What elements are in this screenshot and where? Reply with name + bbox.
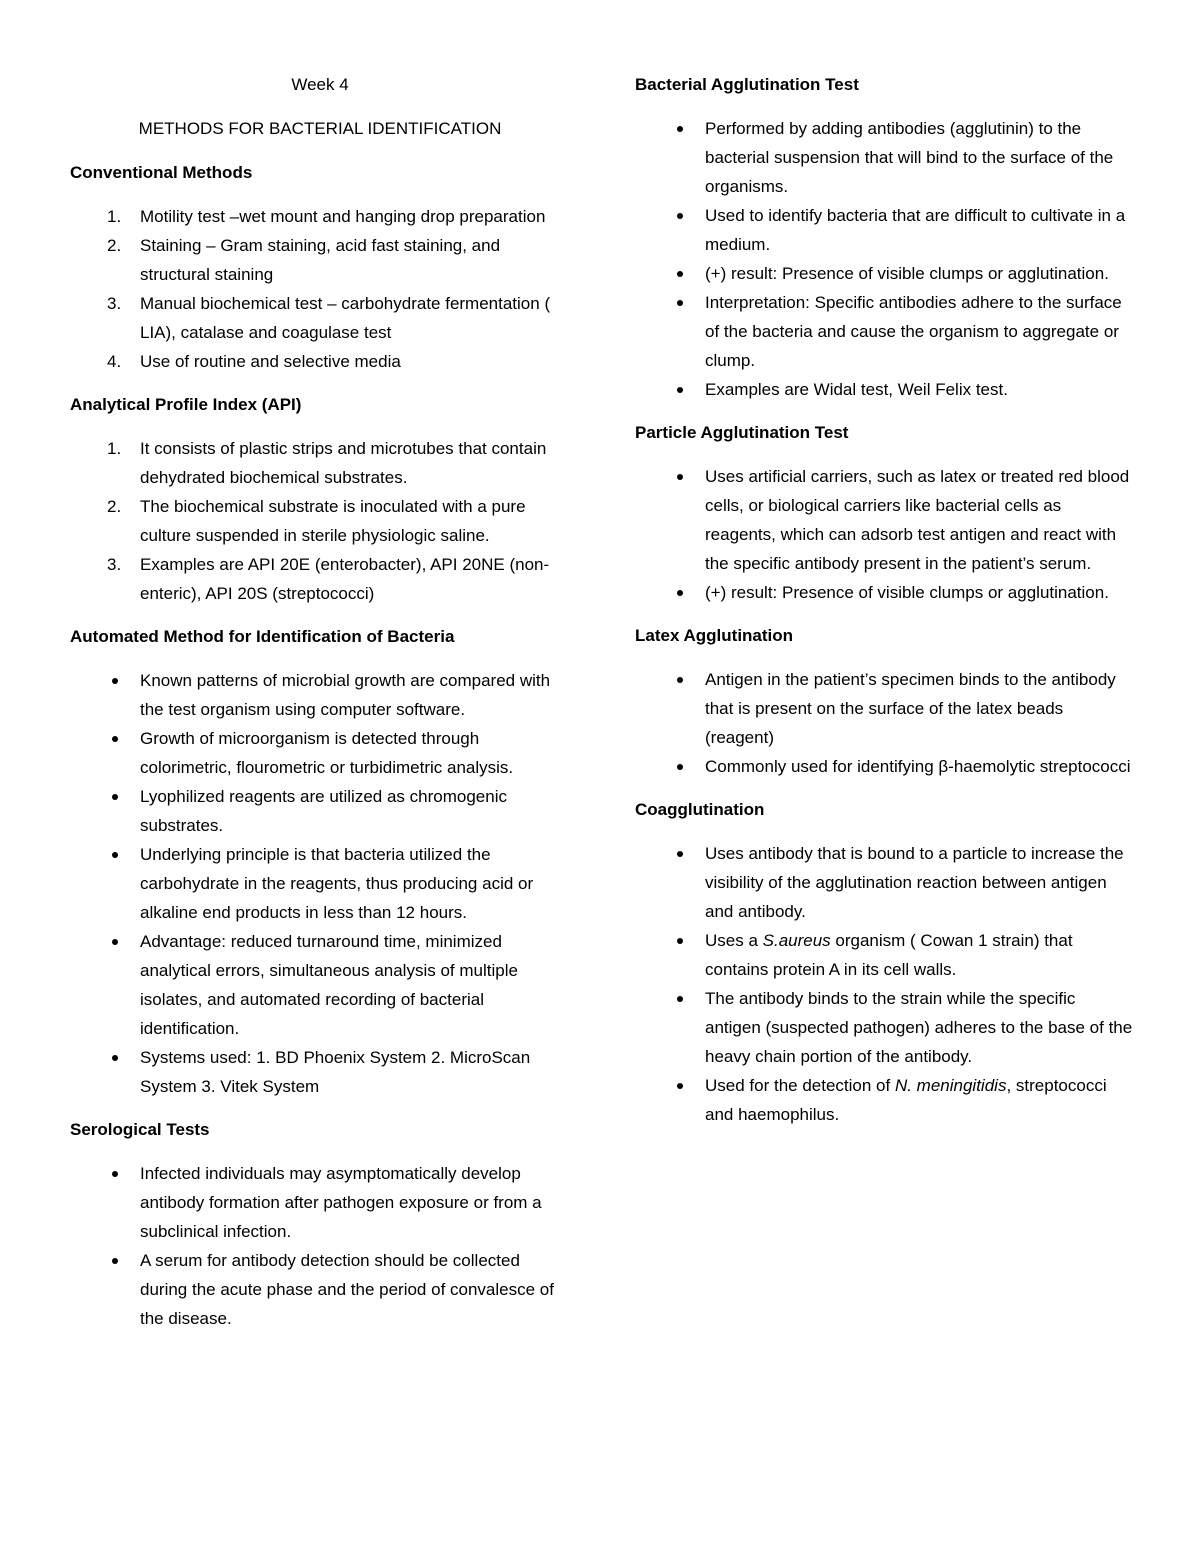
list-item: Systems used: 1. BD Phoenix System 2. MicroScan System 3. Vitek System [70,1043,570,1101]
list-item: 2. Staining – Gram staining, acid fast staining, and structural staining [107,236,501,284]
bullet-icon [677,474,683,480]
section-bacterial-agglutination [635,70,1135,404]
bullet-icon [112,1258,118,1264]
bullet-icon [677,271,683,277]
list-item: Commonly used for identifying β-haemolytic streptococci [635,752,1135,781]
list-item: 3. Manual biochemical test – carbohydrate fermentation ( LIA), catalase and coagulase test [107,294,551,342]
bullet-icon [677,996,683,1002]
list-item: A serum for antibody detection should be collected during the acute phase and the period of convalesce of the disease. [70,1246,570,1333]
section-latex-agglutination [635,621,1135,781]
section-heading: Bacterial Agglutination Test [635,75,859,94]
list-item: Uses antibody that is bound to a particle to increase the visibility of the agglutination reaction between antigen and antibody. [635,839,1135,926]
bullet-icon [677,300,683,306]
bullet-icon [677,677,683,683]
section-api [70,390,570,608]
list-item: Infected individuals may asymptomatically develop antibody formation after pathogen exposure or from a subclinical infection. [70,1159,570,1246]
organism-name: S.aureus [762,931,831,950]
list-item: Known patterns of microbial growth are compared with the test organism using computer software. [70,666,570,724]
list-item: Antigen in the patient’s specimen binds to the antibody that is present on the surface of the latex beads (reagent) [635,665,1135,752]
list-item: 1. It consists of plastic strips and microtubes that contain dehydrated biochemical substrates. [107,439,547,487]
bullet-icon [112,1171,118,1177]
numbered-list [70,202,570,376]
list-item: 4. Use of routine and selective media [107,352,401,371]
section-heading: Particle Agglutination Test [635,423,849,442]
section-serological-tests [70,1115,570,1333]
list-item: Uses artificial carriers, such as latex or treated red blood cells, or biological carriers like bacterial cells as reagents, which can adsorb test antigen and react with the specific antibody present in the patient’s serum. [635,462,1135,578]
list-item: Growth of microorganism is detected through colorimetric, flourometric or turbidimetric analysis. [70,724,570,782]
bullet-icon [112,736,118,742]
list-item: The antibody binds to the strain while the specific antigen (suspected pathogen) adheres to the base of the heavy chain portion of the antibody. [635,984,1135,1071]
list-item: Advantage: reduced turnaround time, minimized analytical errors, simultaneous analysis of multiple isolates, and automated recording of bacterial identification. [70,927,570,1043]
bullet-list [70,666,570,1101]
list-item: Used for the detection of N. meningitidis, streptococci and haemophilus. [635,1071,1135,1129]
bullet-icon [677,851,683,857]
bullet-list [70,1159,570,1333]
section-particle-agglutination [635,418,1135,607]
right-column [635,70,1135,1129]
document-title: METHODS FOR BACTERIAL IDENTIFICATION [138,119,502,138]
list-item: Lyophilized reagents are utilized as chromogenic substrates. [70,782,570,840]
list-item: (+) result: Presence of visible clumps or agglutination. [635,578,1135,607]
organism-name: N. meningitidis [894,1076,1007,1095]
list-item: Examples are Widal test, Weil Felix test. [635,375,1135,404]
numbered-list [70,434,570,608]
bullet-icon [677,938,683,944]
section-automated-method [70,622,570,1101]
bullet-icon [677,387,683,393]
bullet-list [635,114,1135,404]
section-coagglutination [635,795,1135,1129]
section-heading: Conventional Methods [70,163,253,182]
section-heading: Latex Agglutination [635,626,794,645]
bullet-icon [677,126,683,132]
list-item: (+) result: Presence of visible clumps or agglutination. [635,259,1135,288]
list-item: Interpretation: Specific antibodies adhere to the surface of the bacteria and cause the organism to aggregate or clump. [635,288,1135,375]
list-item: Uses a S.aureus organism ( Cowan 1 strain) that contains protein A in its cell walls. [635,926,1135,984]
list-item: 2. The biochemical substrate is inoculated with a pure culture suspended in sterile physiologic saline. [107,497,526,545]
section-heading: Coagglutination [635,800,765,819]
bullet-icon [677,764,683,770]
list-item: Underlying principle is that bacteria utilized the carbohydrate in the reagents, thus producing acid or alkaline end products in less than 12 hours. [70,840,570,927]
bullet-icon [112,1055,118,1061]
section-conventional-methods [70,158,570,376]
bullet-list [635,665,1135,781]
list-item: Performed by adding antibodies (agglutinin) to the bacterial suspension that will bind to the surface of the organisms. [635,114,1135,201]
list-item: 1. Motility test –wet mount and hanging drop preparation [107,207,546,226]
week-label: Week 4 [291,75,349,94]
bullet-icon [112,794,118,800]
bullet-icon [677,590,683,596]
bullet-icon [677,1083,683,1089]
bullet-icon [677,213,683,219]
left-column [70,70,570,1333]
list-item: 3. Examples are API 20E (enterobacter), API 20NE (non-enteric), API 20S (streptococci) [107,555,550,603]
bullet-icon [112,678,118,684]
bullet-list [635,462,1135,607]
bullet-icon [112,939,118,945]
bullet-list [635,839,1135,1129]
section-heading: Serological Tests [70,1120,210,1139]
section-heading: Automated Method for Identification of Bacteria [70,627,455,646]
section-heading: Analytical Profile Index (API) [70,395,302,414]
bullet-icon [112,852,118,858]
list-item: Used to identify bacteria that are difficult to cultivate in a medium. [635,201,1135,259]
